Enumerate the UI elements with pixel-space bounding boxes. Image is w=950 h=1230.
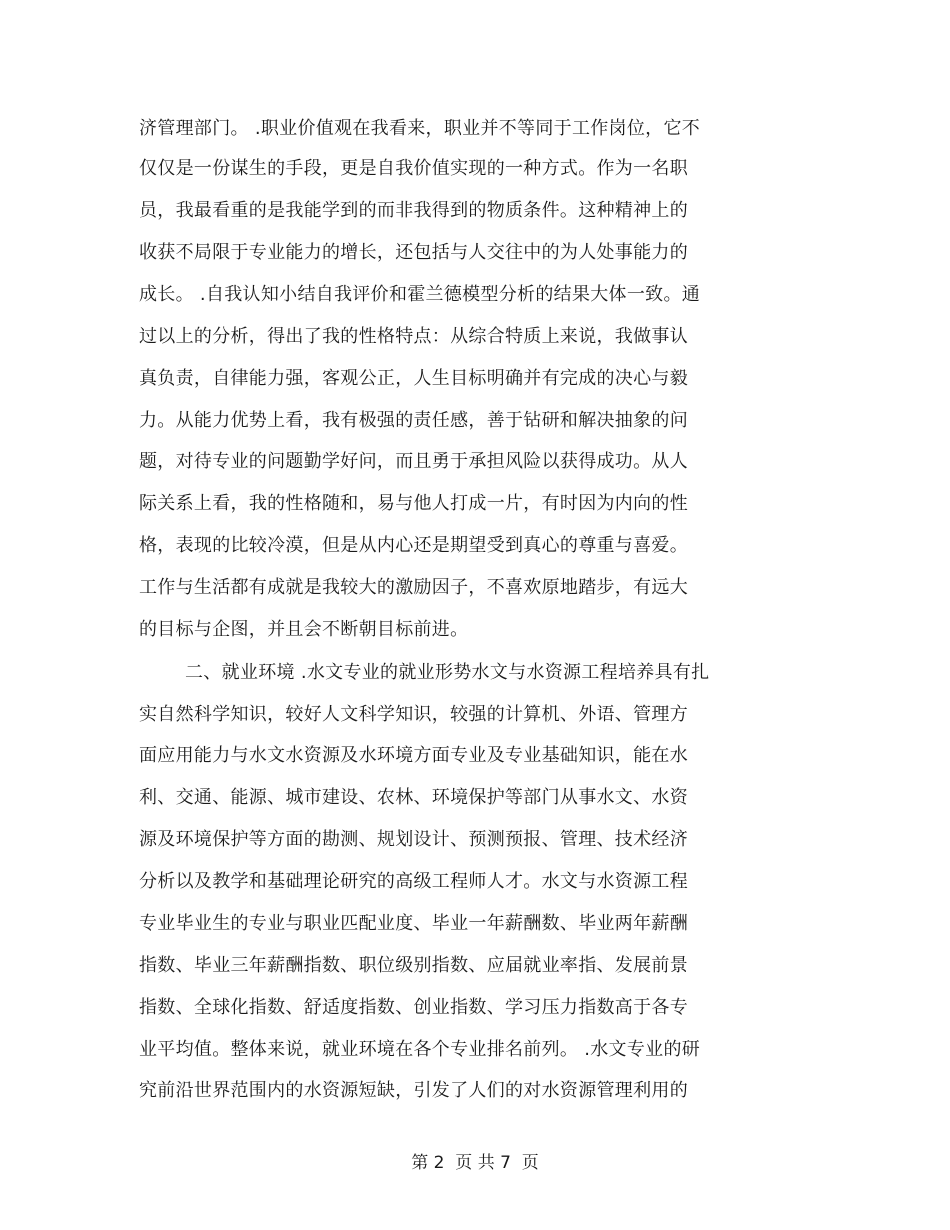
text-line: 真负责，自律能力强，客观公正，人生目标明确并有完成的决心与毅 [139,368,688,389]
text-line: 际关系上看，我的性格随和，易与他人打成一片，有时因为内向的性 [139,493,688,514]
text-line: 过以上的分析，得出了我的性格特点：从综合特质上来说，我做事认 [139,326,688,347]
text-line: 指数、毕业三年薪酬指数、职位级别指数、应届就业率指、发展前景 [139,955,688,976]
text-line: 收获不局限于专业能力的增长，还包括与人交往中的为人处事能力的 [139,242,688,263]
text-line: 分析以及教学和基础理论研究的高级工程师人才。水文与水资源工程 [139,871,688,892]
text-line: 专业毕业生的专业与职业匹配业度、毕业一年薪酬数、毕业两年薪酬 [139,913,688,934]
text-line: 济管理部门。 .职业价值观在我看来，职业并不等同于工作岗位，它不 [139,118,701,139]
text-line: 面应用能力与水文水资源及水环境方面专业及专业基础知识，能在水 [139,745,688,766]
text-line: 的目标与企图，并且会不断朝目标前进。 [139,619,469,640]
text-line: 源及环境保护等方面的勘测、规划设计、预测预报、管理、技术经济 [139,829,688,850]
text-line: 题，对待专业的问题勤学好问，而且勇于承担风险以获得成功。从人 [139,451,688,472]
text-line: 实自然科学知识，较好人文科学知识，较强的计算机、外语、管理方 [139,704,688,725]
text-line: 员，我最看重的是我能学到的而非我得到的物质条件。这种精神上的 [139,200,688,221]
text-line: 格，表现的比较冷漠，但是从内心还是期望受到真心的尊重与喜爱。 [139,535,688,556]
text-line: 指数、全球化指数、舒适度指数、创业指数、学习压力指数高于各专 [139,997,688,1018]
text-line: 工作与生活都有成就是我较大的激励因子，不喜欢原地踏步，有远大 [139,577,688,598]
text-line: 业平均值。整体来说，就业环境在各个专业排名前列。 .水文专业的研 [139,1039,701,1060]
text-line: 力。从能力优势上看，我有极强的责任感，善于钻研和解决抽象的问 [139,410,688,431]
page-number-footer: 第 2 页 共 7 页 [411,1153,539,1173]
text-line: 成长。 .自我认知小结自我评价和霍兰德模型分析的结果大体一致。通 [139,284,701,305]
text-line: 利、交通、能源、城市建设、农林、环境保护等部门从事水文、水资 [139,787,688,808]
section-heading-line: 二、就业环境 .水文专业的就业形势水文与水资源工程培养具有扎 [185,662,710,683]
text-line: 仅仅是一份谋生的手段，更是自我价值实现的一种方式。作为一名职 [139,158,688,179]
text-line: 究前沿世界范围内的水资源短缺，引发了人们的对水资源管理利用的 [139,1080,688,1101]
